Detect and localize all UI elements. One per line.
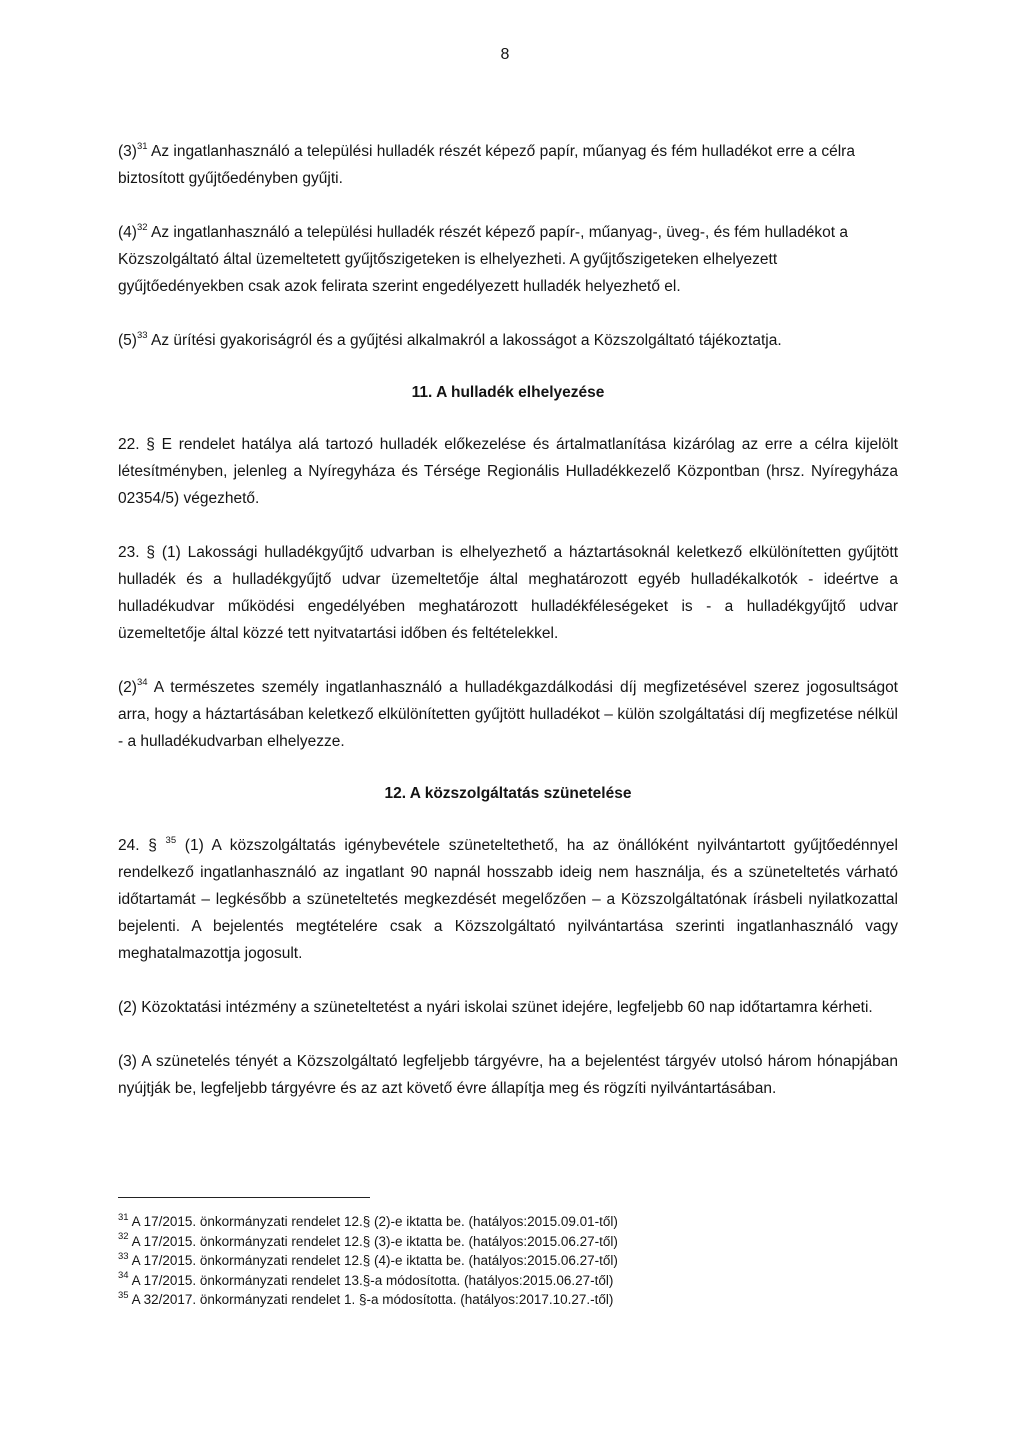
paragraph-text: Az ingatlanhasználó a települési hulladék részét képező papír, műanyag és fém hulladékot erre a célra biztosított gyűjtőedényben gyűjti. xyxy=(118,143,855,187)
footnote-ref: 35 xyxy=(165,834,177,846)
footnote-ref: 32 xyxy=(136,221,148,233)
section-24-1 xyxy=(118,832,898,967)
paragraph-number: (4) xyxy=(118,224,137,241)
footnote-text: A 32/2017. önkormányzati rendelet 1. §-a módosította. (hatályos:2017.10.27.-től) xyxy=(128,1292,614,1307)
footnote-item xyxy=(118,1290,898,1310)
footnote-ref: 31 xyxy=(136,140,148,152)
footnote-item xyxy=(118,1232,898,1252)
paragraph-number: (3) xyxy=(118,143,137,160)
footnote-text: A 17/2015. önkormányzati rendelet 13.§-a módosította. (hatályos:2015.06.27-től) xyxy=(128,1272,614,1288)
section-heading-12: 12. A közszolgáltatás szünetelése xyxy=(384,785,632,802)
footnote-ref: 34 xyxy=(136,676,148,688)
section-23-2 xyxy=(118,674,898,755)
footnote-number: 33 xyxy=(118,1250,129,1262)
paragraph-number: 24. § xyxy=(118,837,166,854)
section-23-1: 23. § (1) Lakossági hulladékgyűjtő udvarban is elhelyezhető a háztartásoknál keletkező elkülönítetten gyűjtött hulladék és a hulladékgyűjtő udvar üzemeltetője által meghatározott egyéb hulladékalkotók - ideértve a hulladékudvar működési engedélyében meghatározott hulladékféleségeket is - a hulladékgyűjtő udvar üzemeltetője által közzé tett nyitvatartási időben és feltételekkel. xyxy=(118,544,898,642)
paragraph-text: A természetes személy ingatlanhasználó a hulladékgazdálkodási díj megfizetésével szerez jogosultságot arra, hogy a háztartásában keletkező elkülönítetten gyűjtött hulladékot – külön szolgáltatási díj megfizetése nélkül - a hulladékudvarban elhelyezze. xyxy=(118,679,898,750)
footnote-number: 35 xyxy=(118,1289,129,1301)
paragraph-4 xyxy=(118,219,898,300)
paragraph-text: Az ürítési gyakoriságról és a gyűjtési alkalmakról a lakosságot a Közszolgáltató tájékoztatja. xyxy=(147,332,782,349)
section-heading-11: 11. A hulladék elhelyezése xyxy=(411,384,605,401)
footnote-number: 31 xyxy=(118,1211,129,1223)
footnote-number: 34 xyxy=(118,1270,129,1281)
paragraph-text: (1) A közszolgáltatás igénybevétele szüneteltethető, ha az önállóként nyilvántartott gyűjtőedénnyel rendelkező ingatlanhasználó az ingatlant 90 napnál hosszabb ideig nem használja, és a szüneteltetés várható időtartamát – legkésőbb a szüneteltetés megkezdését megelőzően – a Közszolgáltatónak írásbeli nyilatkozattal bejelenti. A bejelentés megtételére csak a Közszolgáltató nyilvántartása szerinti ingatlanhasználó vagy meghatalmazottja jogosult. xyxy=(118,837,898,962)
section-24-3: (3) A szünetelés tényét a Közszolgáltató legfeljebb tárgyévre, ha a bejelentést tárgyév utolsó három hónapjában nyújtják be, legfeljebb tárgyévre és az azt követő évre állapítja meg és rögzíti nyilvántartásában. xyxy=(118,1053,898,1097)
paragraph-text: Az ingatlanhasználó a települési hulladék részét képező papír-, műanyag-, üveg-, és fém hulladékot a Közszolgáltató által üzemeltetett gyűjtőszigeteken is elhelyezheti. A gyűjtőszigeteken elhelyezett gyűjtőedényekben csak azok felirata szerint engedélyezett hulladék helyezhető el. xyxy=(118,224,849,295)
section-22: 22. § E rendelet hatálya alá tartozó hulladék előkezelése és ártalmatlanítása kizárólag az erre a célra kijelölt létesítményben, jelenleg a Nyíregyháza és Térsége Regionális Hulladékkezelő Központban (hrsz. Nyíregyháza 02354/5) végezhető. xyxy=(118,436,898,507)
footnote-text: A 17/2015. önkormányzati rendelet 12.§ (4)-e iktatta be. (hatályos:2015.06.27-től) xyxy=(128,1253,618,1268)
footnote-item xyxy=(118,1251,898,1271)
footnote-item xyxy=(118,1212,898,1232)
paragraph-5 xyxy=(118,327,898,354)
footnote-item xyxy=(118,1271,898,1291)
document-body xyxy=(118,138,898,1102)
section-24-2: (2) Közoktatási intézmény a szüneteltetést a nyári iskolai szünet idejére, legfeljebb 60 nap időtartamra kérheti. xyxy=(118,999,873,1016)
footnote-text: A 17/2015. önkormányzati rendelet 12.§ (3)-e iktatta be. (hatályos:2015.06.27-től) xyxy=(128,1233,618,1249)
paragraph-number: (5) xyxy=(118,332,137,349)
footnote-ref: 33 xyxy=(136,329,148,341)
footnote-list xyxy=(118,1212,898,1310)
footnote-number: 32 xyxy=(118,1231,129,1242)
page-number: 8 xyxy=(500,46,510,63)
footnote-text: A 17/2015. önkormányzati rendelet 12.§ (2)-e iktatta be. (hatályos:2015.09.01-től) xyxy=(128,1214,618,1229)
paragraph-number: (2) xyxy=(118,679,137,696)
paragraph-3 xyxy=(118,138,898,192)
footnote-divider xyxy=(118,1197,370,1198)
